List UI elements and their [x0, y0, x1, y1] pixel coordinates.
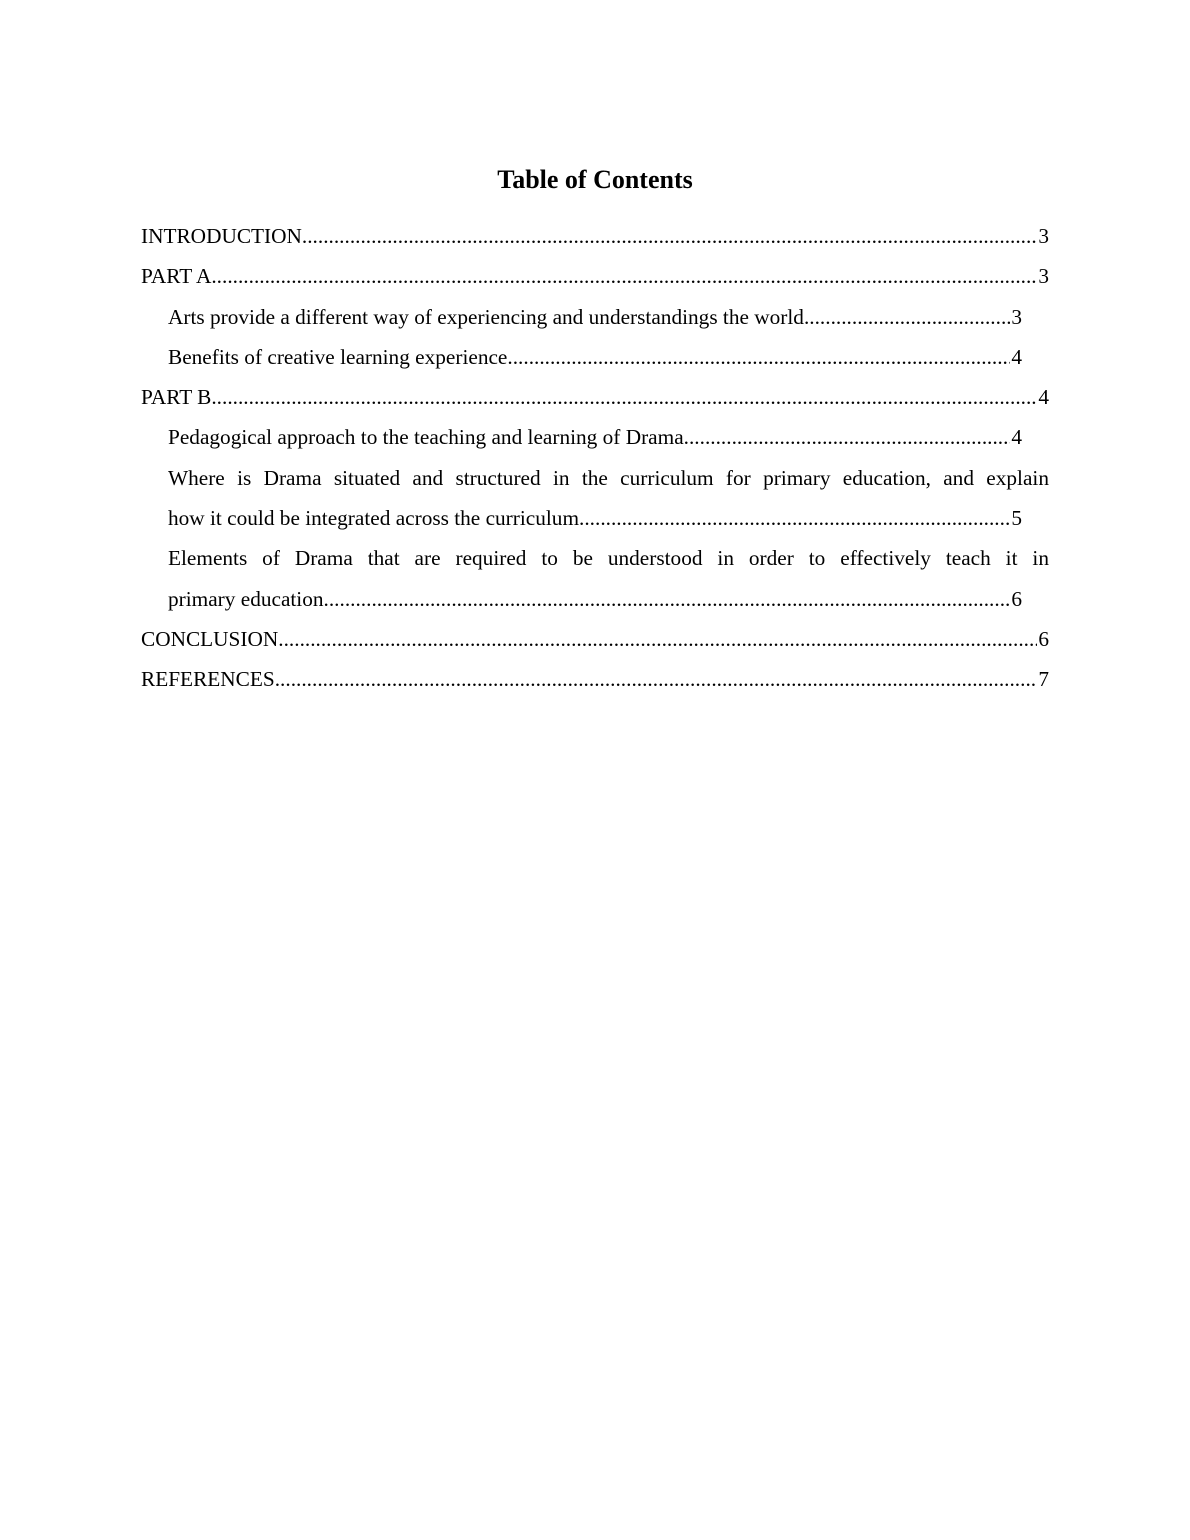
toc-entry-label[interactable]: INTRODUCTION — [141, 224, 302, 248]
toc-list — [141, 216, 1049, 700]
toc-page-number: 4 — [1038, 385, 1049, 410]
toc-title: Table of Contents — [497, 165, 693, 194]
dot-leader — [275, 659, 1038, 699]
toc-page-number: 6 — [1038, 626, 1049, 651]
dot-leader — [804, 297, 1010, 337]
toc-entry-label-line-1[interactable]: Elements of Drama that are required to be understood in order to effectively teach it in — [168, 546, 1049, 571]
toc-entry-creative-learning[interactable] — [168, 337, 1022, 377]
toc-entry-introduction[interactable] — [141, 216, 1049, 256]
toc-entry-label[interactable]: PART B — [141, 385, 212, 410]
toc-page-number: 6 — [1011, 586, 1022, 611]
dot-leader — [684, 417, 1011, 457]
toc-entry-conclusion[interactable] — [141, 619, 1049, 659]
toc-entry-label[interactable]: PART A — [141, 264, 212, 289]
toc-page-number: 5 — [1011, 506, 1022, 531]
toc-entry-label[interactable]: CONCLUSION — [141, 626, 279, 651]
toc-page-number: 4 — [1011, 425, 1022, 450]
toc-page-number: 3 — [1038, 224, 1049, 248]
toc-entry-last-line — [168, 579, 1022, 619]
toc-entry-label-line-2[interactable]: primary education — [168, 586, 324, 611]
dot-leader — [507, 337, 1010, 377]
toc-entry-label[interactable]: REFERENCES — [141, 667, 275, 692]
toc-entry-label-line-1[interactable]: Where is Drama situated and structured in the curriculum for primary education, and explain — [168, 465, 1049, 490]
toc-entry-arts-experience[interactable] — [168, 297, 1022, 337]
toc-entry-last-line — [168, 498, 1022, 538]
dot-leader — [211, 256, 1037, 296]
toc-entry-references[interactable] — [141, 659, 1049, 699]
dot-leader — [579, 498, 1010, 538]
toc-entry-label[interactable]: Benefits of creative learning experience — [168, 344, 508, 369]
toc-entry-drama-elements[interactable] — [168, 538, 1049, 619]
toc-entry-drama-curriculum[interactable] — [168, 458, 1049, 539]
toc-entry-label-line-2[interactable]: how it could be integrated across the curriculum — [168, 506, 580, 531]
toc-entry-label[interactable]: Arts provide a different way of experiencing and understandings the world — [168, 304, 804, 329]
dot-leader — [278, 619, 1037, 659]
toc-page-number: 3 — [1038, 264, 1049, 289]
toc-entry-pedagogical-approach[interactable] — [168, 417, 1022, 457]
toc-entry-label[interactable]: Pedagogical approach to the teaching and learning of Drama — [168, 425, 684, 450]
dot-leader — [324, 579, 1011, 619]
dot-leader — [302, 216, 1037, 256]
toc-page-number: 4 — [1011, 344, 1022, 369]
toc-page-number: 7 — [1038, 667, 1049, 692]
toc-entry-part-b[interactable] — [141, 377, 1049, 417]
toc-page-number: 3 — [1011, 304, 1022, 329]
toc-entry-part-a[interactable] — [141, 256, 1049, 296]
dot-leader — [211, 377, 1037, 417]
